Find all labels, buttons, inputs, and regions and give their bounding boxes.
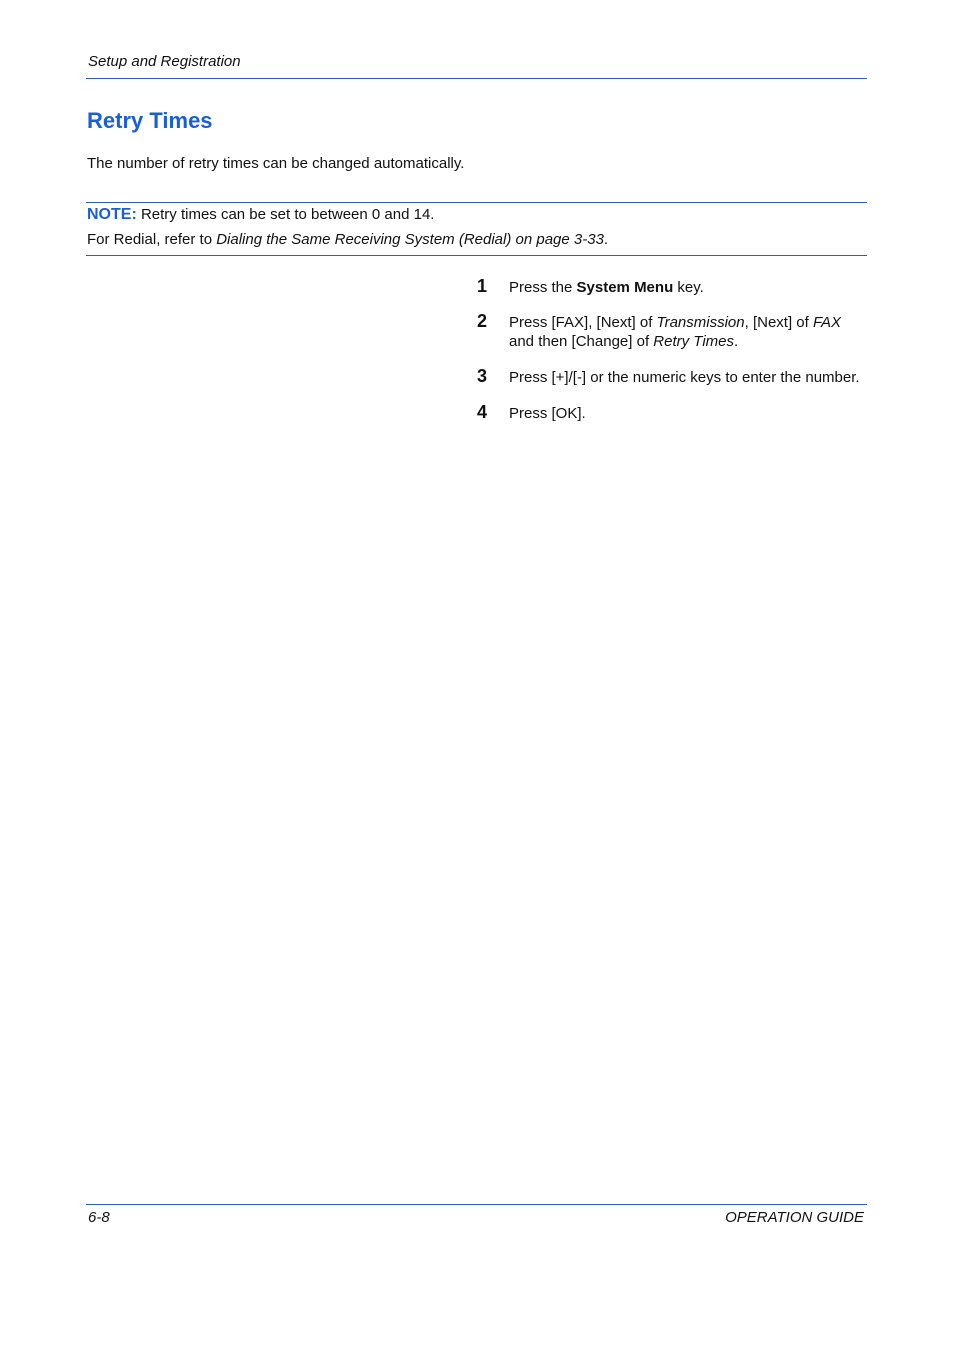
step-text-italic: FAX [812,314,842,331]
step-3 [477,368,877,387]
note-line2-prefix: For Redial, refer to [87,231,217,248]
running-header: Setup and Registration [88,53,241,70]
step-number: 2 [477,311,488,331]
step-number: 4 [477,402,488,422]
header-rule [86,78,867,79]
step-text-part: key. [673,279,704,296]
step-text-part: , [Next] of [744,314,813,331]
step-text-italic: Transmission [656,314,745,331]
step-text: Press [+]/[-] or the numeric keys to enter the number. [509,369,860,386]
step-list [477,278,877,439]
system-menu-key-label: System Menu [576,279,674,296]
intro-text: The number of retry times can be changed automatically. [87,155,465,172]
note-line2-suffix: . [603,231,609,248]
note-line-1 [87,206,434,224]
guide-title: OPERATION GUIDE [725,1209,864,1226]
step-text [509,313,869,351]
step-text-part: . [734,333,739,350]
step-1 [477,278,877,297]
page-title: Retry Times [87,108,213,133]
footer-rule [86,1204,867,1205]
step-4 [477,404,877,423]
step-text [509,278,869,297]
step-number: 3 [477,366,488,386]
note-rule-bottom [86,255,867,256]
step-text-part: and then [Change] of [509,333,654,350]
note-line-2 [87,231,608,248]
step-text: Press [OK]. [509,405,586,422]
note-rule-top [86,202,867,203]
note-text: Retry times can be set to between 0 and 14. [136,206,435,223]
redial-reference-link[interactable]: Dialing the Same Receiving System (Redial) on page 3-33 [216,231,604,248]
step-text-part: Press the [509,279,577,296]
step-text-part: Press [FAX], [Next] of [509,314,657,331]
step-2 [477,313,877,351]
note-label: NOTE: [87,206,137,223]
step-text-italic: Retry Times [653,333,734,350]
step-number: 1 [477,276,488,296]
page-number: 6-8 [88,1209,110,1226]
